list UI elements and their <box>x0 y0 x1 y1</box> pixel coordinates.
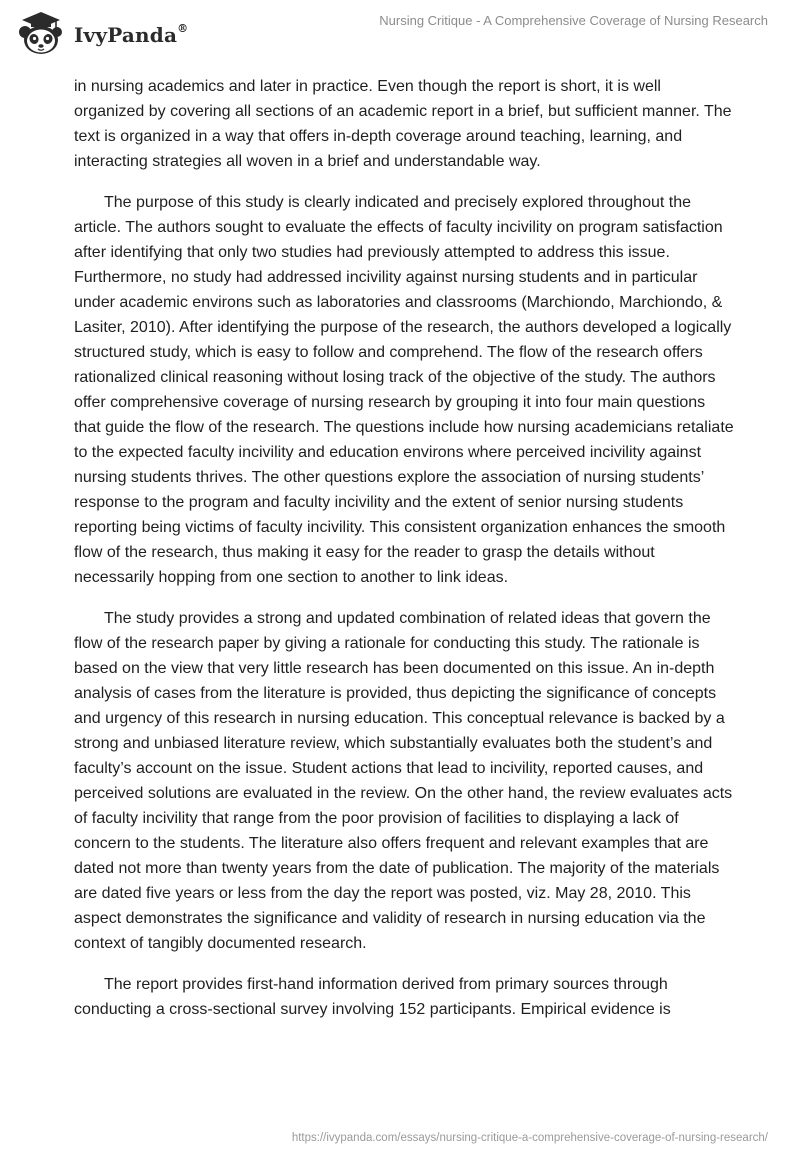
document-title: Nursing Critique - A Comprehensive Coverage of Nursing Research <box>379 13 768 28</box>
paragraph-4: The report provides first-hand information derived from primary sources through conducting a cross-sectional survey involving 152 participants. Empirical evidence is <box>74 976 671 1018</box>
brand-name <box>74 23 188 47</box>
brand-name-text: IvyPanda <box>74 23 178 47</box>
brand-logo[interactable] <box>16 10 188 56</box>
source-url[interactable]: https://ivypanda.com/essays/nursing-critique-a-comprehensive-coverage-of-nursing-research/ <box>291 1132 768 1144</box>
paragraph-3: The study provides a strong and updated combination of related ideas that govern the flow of the research paper by giving a rationale for conducting this study. The rationale is based on the view that very little research has been documented on this issue. An in-depth analysis of cases from the literature is provided, thus depicting the significance of concepts and urgency of this research in nursing education. This conceptual relevance is backed by a strong and unbiased literature review, which substantially evaluates both the student’s and faculty’s account on the issue. Student actions that lead to incivility, reported causes, and perceived solutions are evaluated in the review. On the other hand, the review evaluates acts of faculty incivility that range from the poor provision of facilities to displaying a lack of concern to the students. The literature also offers frequent and relevant examples that are dated not more than twenty years from the date of publication. The majority of the materials are dated five years or less from the day the report was posted, viz. May 28, 2010. This aspect demonstrates the significance and validity of research in nursing education via the context of tangibly documented research. <box>74 610 733 952</box>
panda-logo-icon <box>16 10 66 56</box>
page-header <box>0 0 800 70</box>
registered-mark: ® <box>177 22 189 36</box>
paragraph-1: in nursing academics and later in practice. Even though the report is short, it is well organized by covering all sections of an academic report in a brief, but sufficient manner. The text is organized in a way that offers in-depth coverage around teaching, learning, and interacting strategies all woven in a brief and understandable way. <box>74 78 732 170</box>
paragraph-2: The purpose of this study is clearly indicated and precisely explored throughout the article. The authors sought to evaluate the effects of faculty incivility on program satisfaction after identifying that only two studies had previously attempted to address this issue. Furthermore, no study had addressed incivility against nursing students and in particular under academic environs such as laboratories and classrooms (Marchiondo, Marchiondo, & Lasiter, 2010). After identifying the purpose of the research, the authors developed a logically structured study, which is easy to follow and comprehend. The flow of the research offers rationalized clinical reasoning without losing track of the objective of the study. The authors offer comprehensive coverage of nursing research by grouping it into four main questions that guide the flow of the research. The questions include how nursing academicians retaliate to the expected faculty incivility and education environs where perceived incivility against nursing students thrives. The other questions explore the association of nursing students’ response to the program and faculty incivility and the extent of senior nursing students reporting being victims of faculty incivility. This consistent organization enhances the smooth flow of the research, thus making it easy for the reader to grasp the details without necessarily hopping from one section to another to link ideas. <box>74 194 734 586</box>
essay-body <box>74 74 734 1038</box>
